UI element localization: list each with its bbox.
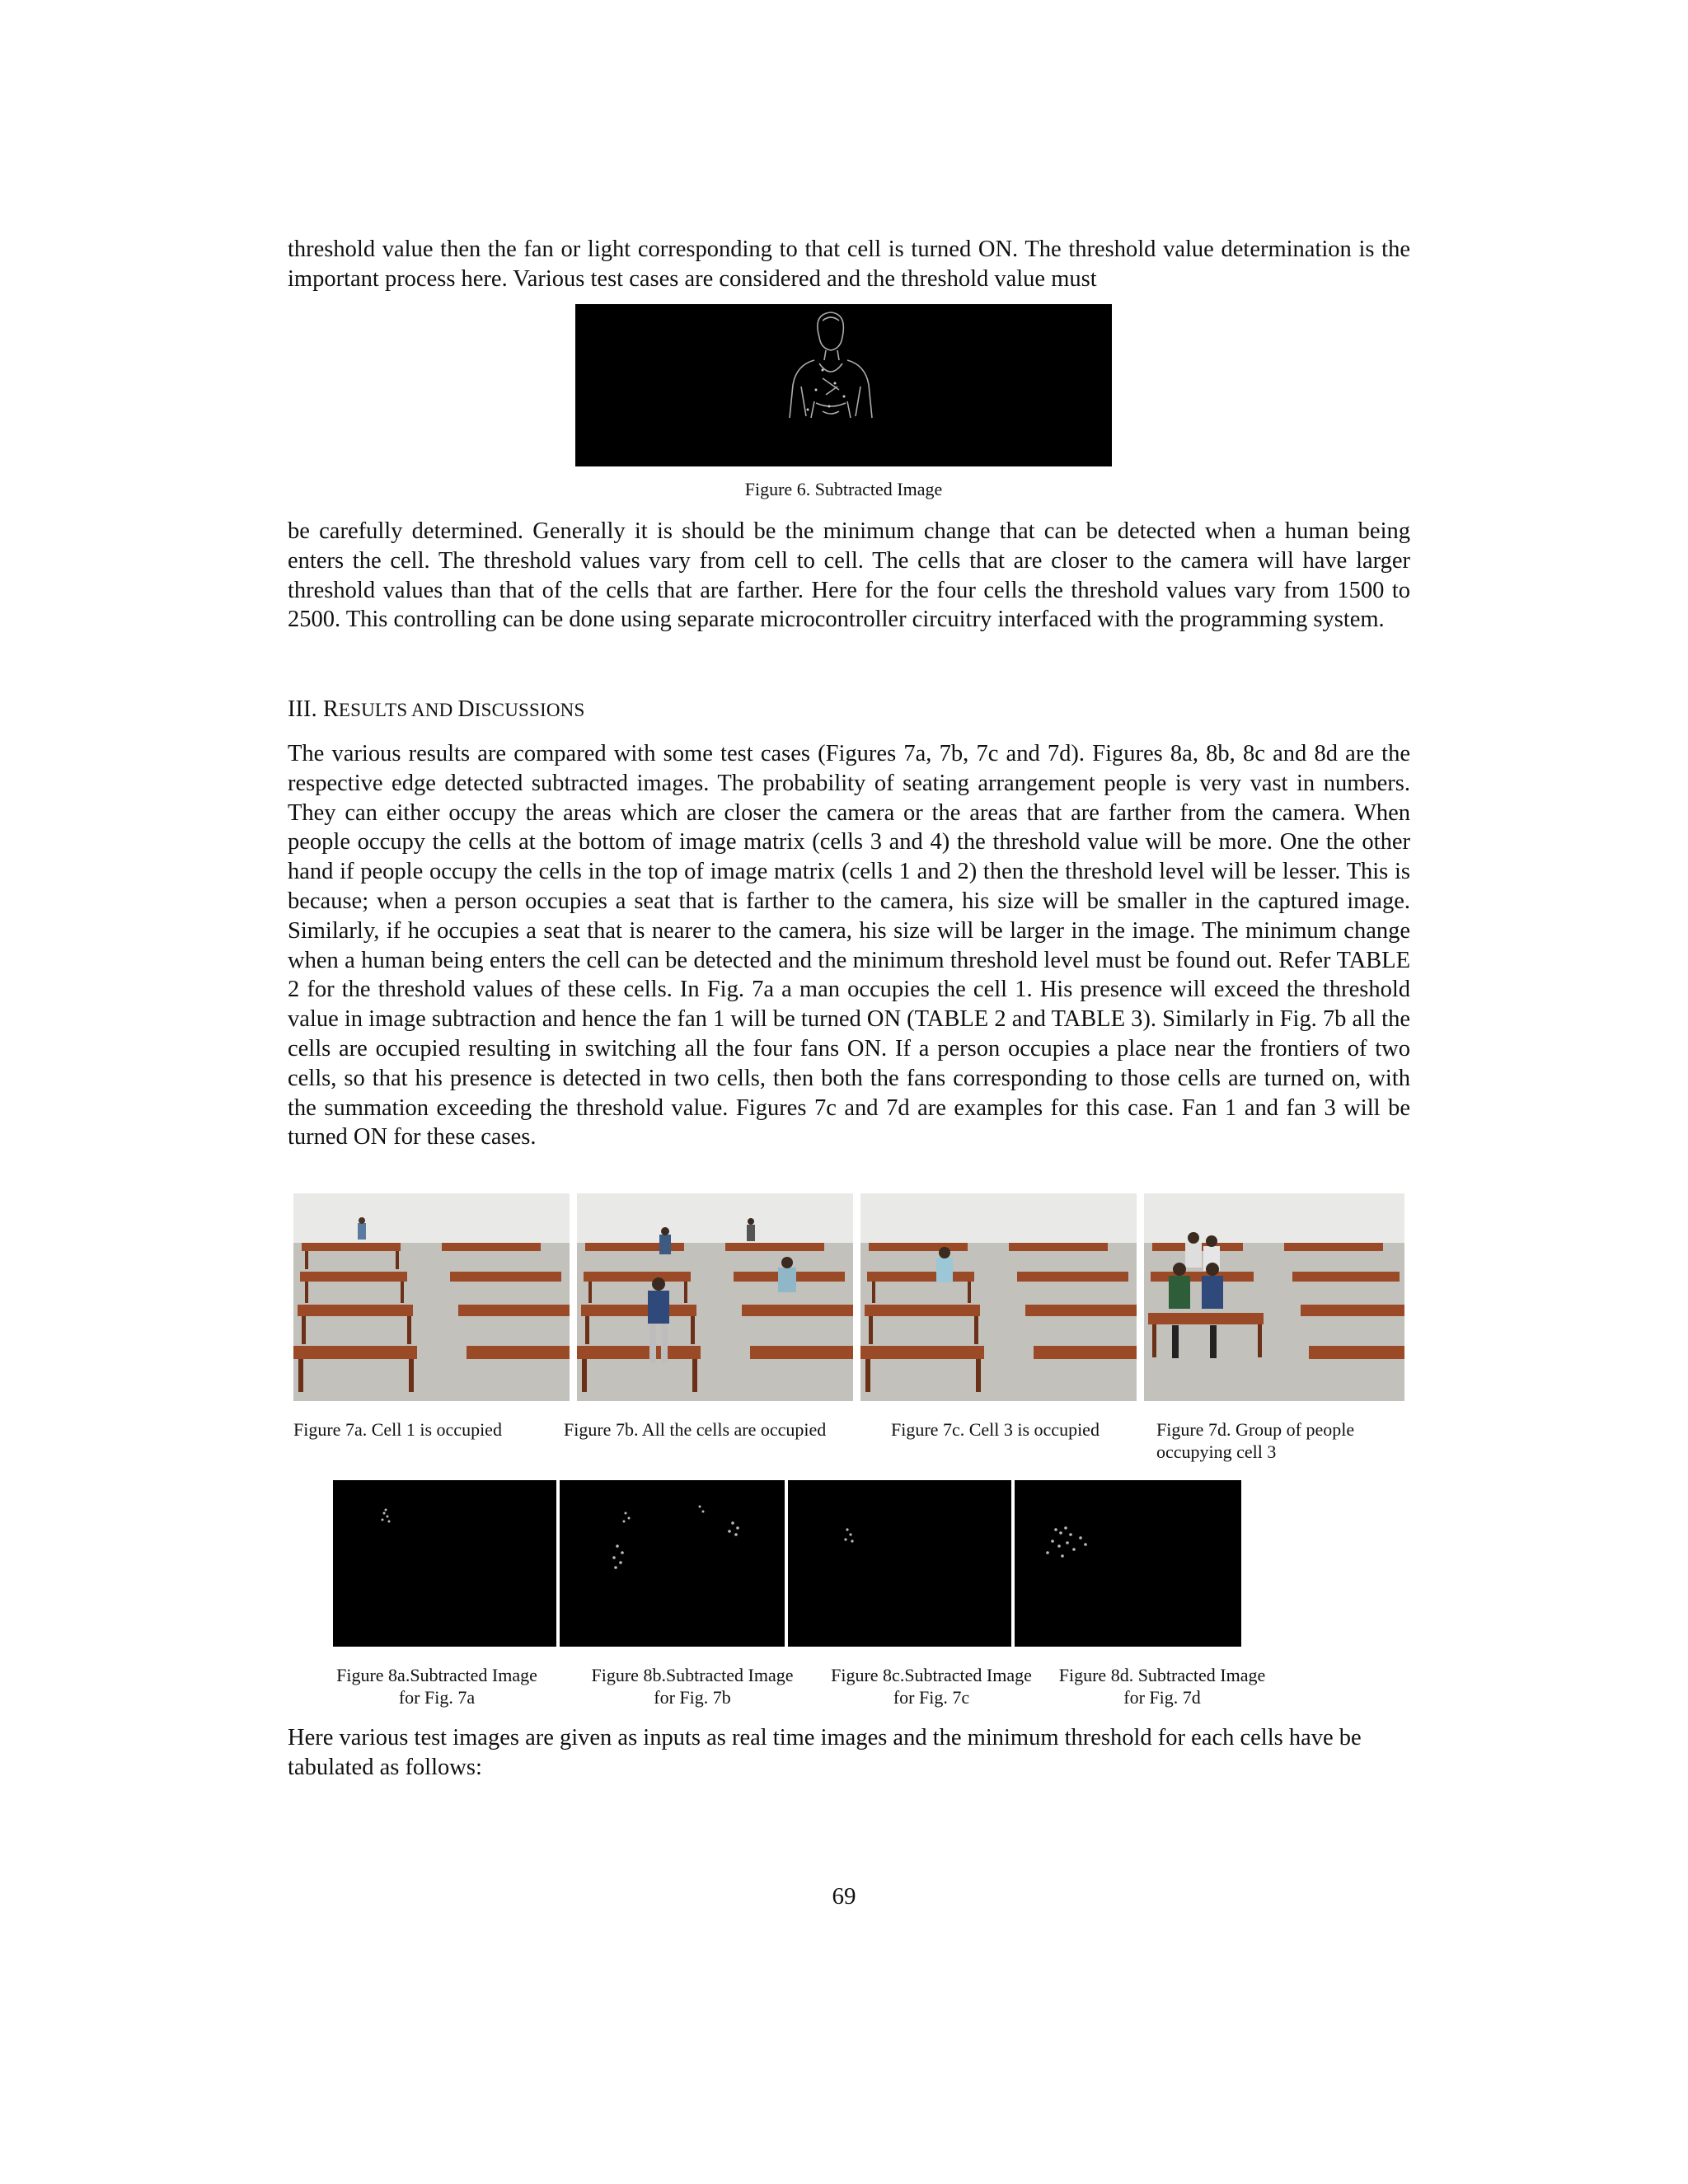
figure-8c-image (788, 1480, 1011, 1647)
figure-8a-image (333, 1480, 556, 1647)
paragraph-2: be carefully determined. Generally it is should be the minimum change that can be detected when a human being enters the cell. The threshold values vary from cell to cell. The cells that are closer to the camera will have larger threshold values than that of the cells that are farther. Here for the four cells the threshold values vary from 1500 to 2500. This controlling can be done using separate microcontroller circuitry interfaced with the programming system. (288, 518, 1410, 633)
figure-8d-caption-line2: for Fig. 7d (1123, 1687, 1201, 1708)
page-number: 69 (832, 1883, 856, 1910)
figure-7b-caption: Figure 7b. All the cells are occupied (564, 1419, 827, 1440)
figure-7a-caption: Figure 7a. Cell 1 is occupied (293, 1419, 502, 1440)
figure-7c-caption: Figure 7c. Cell 3 is occupied (891, 1419, 1100, 1440)
figure-7d-caption-line2: occupying cell 3 (1156, 1441, 1277, 1462)
section-heading: III. RESULTS AND DISCUSSIONS (288, 696, 585, 722)
figure-8c-caption-line2: for Fig. 7c (893, 1687, 970, 1708)
figure-8b-caption-line1: Figure 8b.Subtracted Image (591, 1665, 794, 1685)
figure-7a-image (293, 1193, 570, 1401)
figure-7d-image (1144, 1193, 1404, 1401)
figure-8a-caption-line1: Figure 8a.Subtracted Image (336, 1665, 537, 1685)
figure-8d-image (1015, 1480, 1241, 1647)
figure-8b-caption-line2: for Fig. 7b (654, 1687, 731, 1708)
figure-6-image (575, 304, 1112, 466)
paragraph-1: threshold value then the fan or light corresponding to that cell is turned ON. The threshold value determination is the important process here. Various test cases are considered and the threshold value must (288, 237, 1410, 292)
figure-7b-image (577, 1193, 853, 1401)
figure-7c-image (860, 1193, 1137, 1401)
figure-8d-caption-line1: Figure 8d. Subtracted Image (1058, 1665, 1266, 1685)
figure-8c-caption-line1: Figure 8c.Subtracted Image (831, 1665, 1032, 1685)
paragraph-4: Here various test images are given as inputs as real time images and the minimum threshold for each cells have be tabulated as follows: (288, 1725, 1362, 1780)
paragraph-3: The various results are compared with some test cases (Figures 7a, 7b, 7c and 7d). Figures 8a, 8b, 8c and 8d are the respective edge detected subtracted images. The probability of seating arrangement people is very vast in numbers. They can either occupy the areas which are closer the camera or the areas that are farther from the camera. When people occupy the cells at the bottom of image matrix (cells 3 and 4) the threshold value will be more. One the other hand if people occupy the cells in the top of image matrix (cells 1 and 2) then the threshold level will be lesser. This is because; when a person occupies a seat that is farther to the camera, his size will be smaller in the captured image. Similarly, if he occupies a seat that is nearer to the camera, his size will be larger in the image. The minimum change when a human being enters the cell can be detected and the minimum threshold level must be found out. Refer TABLE 2 for the threshold values of these cells. In Fig. 7a a man occupies the cell 1. His presence will exceed the threshold value in image subtraction and hence the fan 1 will be turned ON (TABLE 2 and TABLE 3). Similarly in Fig. 7b all the cells are occupied resulting in switching all the four fans ON. If a person occupies a place near the frontiers of two cells, so that his presence is detected in two cells, then both the fans corresponding to those cells are turned on, with the summation exceeding the threshold value. Figures 7c and 7d are examples for this case. Fan 1 and fan 3 will be turned ON for these cases. (288, 741, 1410, 1151)
figure-7d-caption-line1: Figure 7d. Group of people (1156, 1419, 1355, 1440)
figure-8a-caption-line2: for Fig. 7a (398, 1687, 476, 1708)
figure-8b-image (560, 1480, 785, 1647)
figure-6-caption: Figure 6. Subtracted Image (744, 479, 943, 499)
